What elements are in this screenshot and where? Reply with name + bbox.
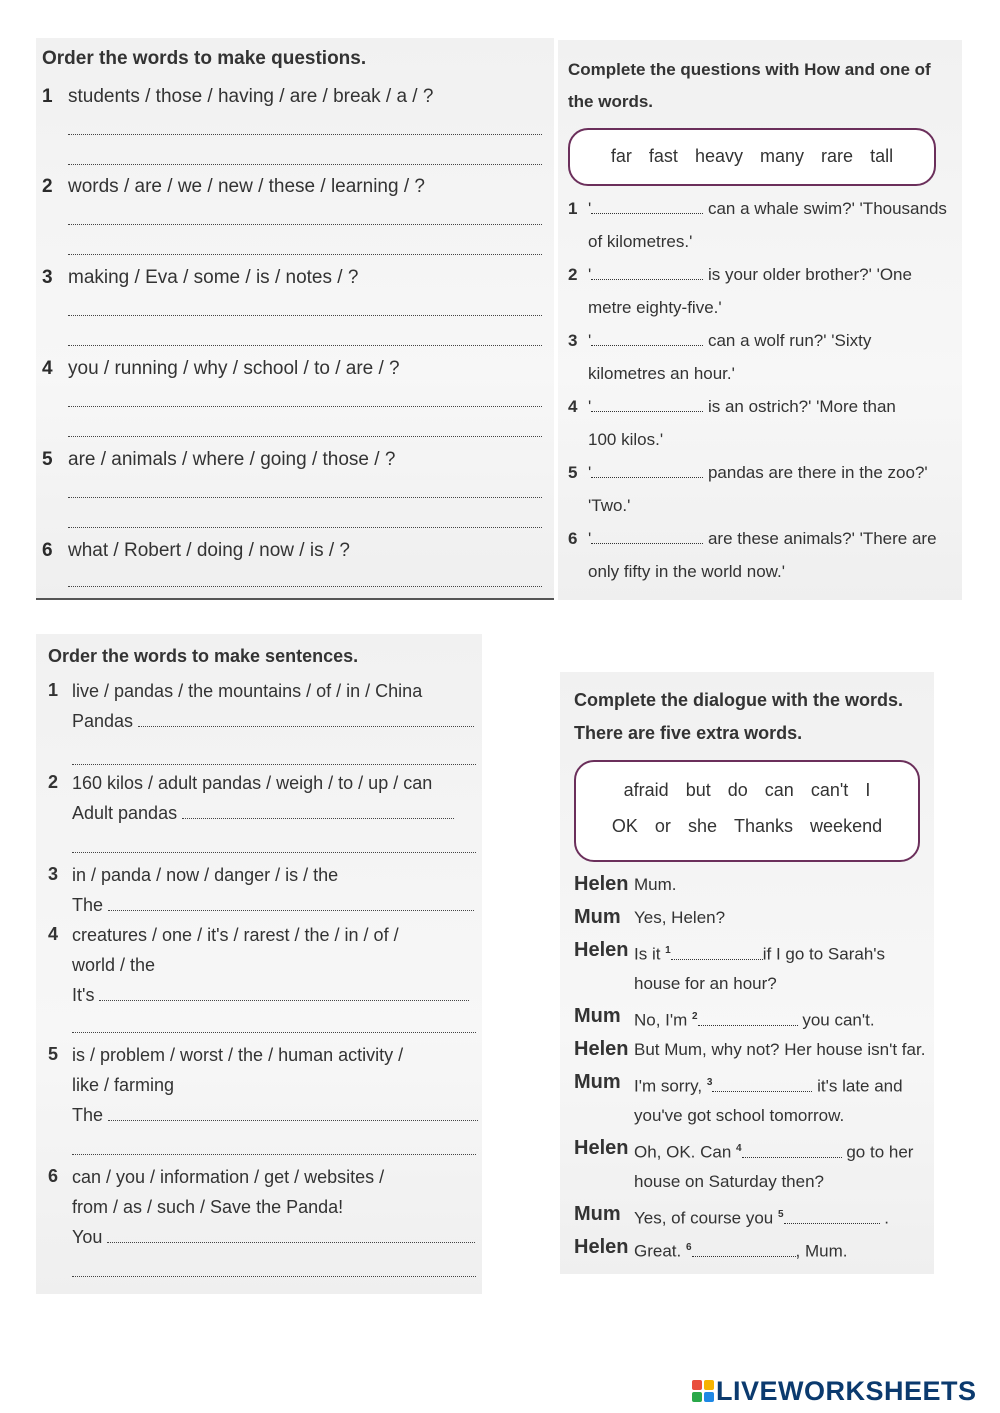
answer-line[interactable]	[182, 804, 454, 819]
word-option: rare	[821, 146, 854, 166]
answer-blank[interactable]	[784, 1209, 880, 1224]
word-option: fast	[648, 146, 678, 166]
word-option: weekend	[810, 816, 883, 836]
line-text: Mum.	[634, 875, 677, 894]
answer-line[interactable]	[68, 497, 542, 498]
word-option: many	[760, 146, 805, 166]
dialogue-exercise	[560, 672, 934, 1274]
word-option: can	[764, 780, 794, 800]
item-number: 2	[48, 772, 59, 792]
line-text: No, I'm	[634, 1010, 693, 1030]
speaker: Helen	[574, 1137, 629, 1159]
sentence-words: in / panda / now / danger / is / the	[72, 865, 339, 885]
sentence-words-cont: from / as / such / Save the Panda!	[72, 1197, 344, 1217]
item-text-cont: of kilometres.'	[588, 232, 693, 251]
sentence-start: The	[72, 1105, 104, 1125]
sentence-start: It's	[72, 985, 95, 1005]
answer-blank[interactable]	[591, 529, 703, 544]
how-exercise	[558, 40, 962, 600]
item-text-cont: metre eighty-five.'	[588, 298, 722, 317]
answer-blank[interactable]	[712, 1077, 812, 1092]
logo-mark-icon	[692, 1380, 714, 1404]
word-option: far	[610, 146, 632, 166]
line-text: Great.	[634, 1241, 686, 1261]
item-number: 5	[48, 1044, 59, 1064]
item-number: 4	[568, 397, 578, 416]
logo-square	[692, 1392, 702, 1402]
line-text: go to her	[841, 1142, 914, 1162]
word-option: afraid	[623, 780, 669, 800]
answer-blank[interactable]	[698, 1011, 798, 1026]
question-words: are / animals / where / going / those / ?	[68, 449, 396, 470]
item-text: pandas are there in the zoo?'	[703, 463, 928, 482]
how-title: Complete the questions with How and one of the words.	[568, 60, 931, 111]
word-list-row2	[576, 816, 918, 837]
liveworksheets-logo[interactable]	[692, 1376, 992, 1408]
question-words: you / running / why / school / to / are / ?	[68, 358, 400, 379]
answer-line[interactable]	[68, 254, 542, 255]
sentence-start: Pandas	[72, 711, 134, 731]
sentence-start: You	[72, 1227, 103, 1247]
line-text: .	[879, 1208, 889, 1228]
speaker: Mum	[574, 1203, 621, 1225]
logo-text: LIVEWORKSHEETS	[716, 1376, 977, 1406]
question-number: 5	[42, 449, 53, 470]
speaker: Helen	[574, 1038, 629, 1060]
answer-line[interactable]	[68, 527, 542, 528]
word-option: do	[727, 780, 748, 800]
gap-number: 4	[736, 1143, 742, 1154]
item-text: is an ostrich?' 'More than	[703, 397, 896, 416]
answer-line[interactable]	[68, 315, 542, 316]
answer-blank[interactable]	[742, 1143, 842, 1158]
sentence-words: live / pandas / the mountains / of / in / China	[72, 681, 423, 701]
item-text-cont: kilometres an hour.'	[588, 364, 735, 383]
answer-line[interactable]	[72, 852, 476, 853]
answer-line[interactable]	[72, 1154, 476, 1155]
line-text: Is it	[634, 944, 666, 964]
speaker: Helen	[574, 873, 629, 895]
speaker: Helen	[574, 939, 629, 961]
sentence-start: Adult pandas	[72, 803, 178, 823]
answer-blank[interactable]	[692, 1242, 796, 1257]
logo-square	[692, 1380, 702, 1390]
word-option: can't	[810, 780, 849, 800]
word-option: Thanks	[734, 816, 794, 836]
word-option: I	[865, 780, 871, 800]
question-words: words / are / we / new / these / learning / ?	[68, 176, 425, 197]
quote-mark: '	[588, 265, 592, 284]
item-number: 6	[568, 529, 578, 548]
answer-line[interactable]	[68, 345, 542, 346]
sentences-title: Order the words to make sentences.	[48, 646, 359, 666]
sentence-words: is / problem / worst / the / human activity /	[72, 1045, 404, 1065]
questions-exercise	[36, 38, 554, 600]
questions-title: Order the words to make questions.	[42, 48, 367, 69]
word-option: OK	[611, 816, 638, 836]
line-text: you can't.	[797, 1010, 875, 1030]
item-text: can a whale swim?' 'Thousands	[703, 199, 947, 218]
question-number: 4	[42, 358, 53, 379]
line-text-cont: house on Saturday then?	[634, 1172, 824, 1191]
answer-blank[interactable]	[591, 331, 703, 346]
answer-line[interactable]	[138, 712, 474, 727]
speaker: Helen	[574, 1236, 629, 1258]
answer-line[interactable]	[72, 1276, 476, 1277]
line-text: it's late and	[812, 1076, 903, 1096]
answer-line[interactable]	[68, 134, 542, 135]
answer-line[interactable]	[68, 406, 542, 407]
speaker: Mum	[574, 906, 621, 928]
sentence-words-cont: world / the	[72, 955, 156, 975]
word-option: or	[654, 816, 671, 836]
answer-line[interactable]	[68, 224, 542, 225]
sentence-words-cont: like / farming	[72, 1075, 175, 1095]
gap-number: 6	[685, 1242, 692, 1253]
dialogue-title: Complete the dialogue with the words. There are five extra words.	[574, 690, 904, 743]
word-list	[570, 146, 934, 167]
item-text-cont: 'Two.'	[588, 496, 631, 515]
gap-number: 5	[777, 1209, 784, 1220]
answer-line[interactable]	[108, 896, 474, 911]
sentences-exercise	[36, 634, 482, 1294]
line-text: I'm sorry,	[634, 1076, 707, 1096]
question-words: students / those / having / are / break / a / ?	[68, 86, 434, 107]
sentence-words: creatures / one / it's / rarest / the / in / of /	[72, 925, 399, 945]
word-option: heavy	[694, 146, 743, 166]
item-number: 1	[568, 199, 578, 218]
question-number: 1	[42, 86, 53, 107]
quote-mark: '	[588, 397, 592, 416]
answer-blank[interactable]	[671, 945, 763, 960]
answer-line[interactable]	[108, 1106, 478, 1121]
item-number: 3	[568, 331, 578, 350]
word-list-row1	[576, 780, 918, 801]
answer-line[interactable]	[99, 986, 469, 1001]
answer-line[interactable]	[107, 1228, 475, 1243]
answer-blank[interactable]	[591, 199, 703, 214]
line-text-cont: house for an hour?	[634, 974, 777, 993]
word-box	[568, 128, 936, 186]
answer-line[interactable]	[72, 764, 476, 765]
line-text: if I go to Sarah's	[762, 944, 886, 964]
sentence-words: 160 kilos / adult pandas / weigh / to / up / can	[72, 773, 433, 793]
answer-line[interactable]	[68, 586, 542, 587]
question-words: making / Eva / some / is / notes / ?	[68, 267, 359, 288]
gap-number: 1	[665, 945, 671, 956]
sentence-words: can / you / information / get / websites /	[72, 1167, 385, 1187]
item-text: are these animals?' 'There are	[703, 529, 937, 548]
line-text: Oh, OK. Can	[634, 1142, 737, 1162]
item-number: 4	[48, 924, 59, 944]
logo-square	[704, 1380, 714, 1390]
line-text: , Mum.	[795, 1241, 848, 1261]
item-text: can a wolf run?' 'Sixty	[703, 331, 872, 350]
line-text-cont: you've got school tomorrow.	[634, 1106, 845, 1125]
item-number: 5	[568, 463, 578, 482]
answer-line[interactable]	[68, 164, 542, 165]
answer-line[interactable]	[68, 436, 542, 437]
line-text: Yes, Helen?	[634, 908, 726, 927]
item-text-cont: only fifty in the world now.'	[588, 562, 785, 581]
item-number: 2	[568, 265, 578, 284]
item-number: 1	[48, 680, 59, 700]
sentence-start: The	[72, 895, 104, 915]
quote-mark: '	[588, 463, 592, 482]
speaker: Mum	[574, 1005, 621, 1027]
item-text-cont: 100 kilos.'	[588, 430, 664, 449]
question-number: 6	[42, 540, 53, 561]
quote-mark: '	[588, 331, 592, 350]
item-number: 6	[48, 1166, 59, 1186]
line-text: But Mum, why not? Her house isn't far.	[634, 1040, 926, 1059]
question-number: 2	[42, 176, 53, 197]
quote-mark: '	[588, 529, 592, 548]
gap-number: 3	[706, 1077, 713, 1088]
question-number: 3	[42, 267, 53, 288]
word-option: but	[685, 780, 711, 800]
answer-line[interactable]	[72, 1032, 476, 1033]
word-option: she	[687, 816, 717, 836]
speaker: Mum	[574, 1071, 621, 1093]
quote-mark: '	[588, 199, 592, 218]
item-number: 3	[48, 864, 59, 884]
answer-blank[interactable]	[591, 463, 703, 478]
line-text: Yes, of course you	[634, 1208, 778, 1228]
word-box	[574, 760, 920, 862]
item-text: is your older brother?' 'One	[703, 265, 912, 284]
logo-square	[704, 1392, 714, 1402]
gap-number: 2	[692, 1011, 698, 1022]
word-option: tall	[870, 146, 894, 166]
answer-blank[interactable]	[591, 397, 703, 412]
answer-blank[interactable]	[591, 265, 703, 280]
question-words: what / Robert / doing / now / is / ?	[68, 540, 350, 561]
